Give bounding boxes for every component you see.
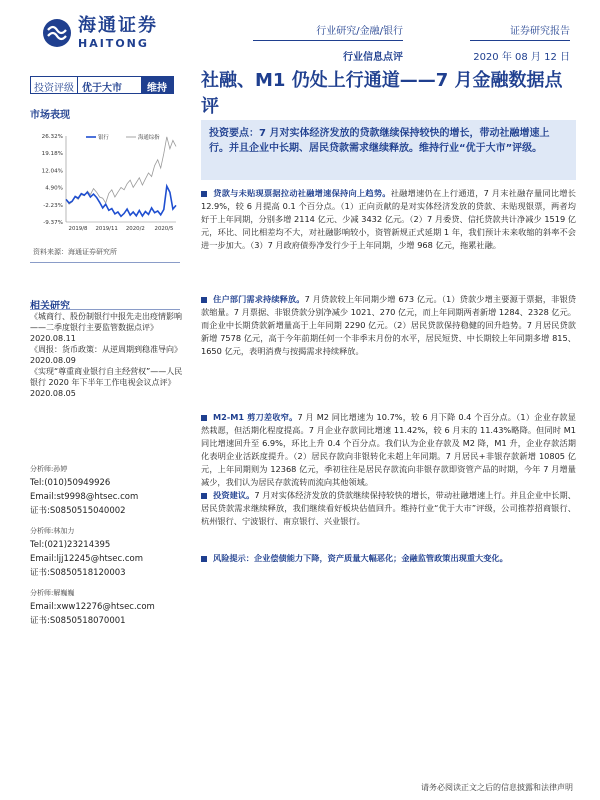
rating-value: 优于大市 [82, 83, 122, 94]
x-tick-label: 2020/5 [154, 226, 174, 232]
paragraph-body: 社融增速仍在上行通道，7 月末社融存量同比增长 12.9%，较 6 月提高 0.1 个百分点。（1）正向贡献的是对实体经济发放的贷款、未贴现银票，两者均好于上年同期，分别多增 2114 亿元、少减 3432 亿元。（2）7 月委贷、信托贷款共计净减少 1519 亿元，环比、同比相差均不大，对社融影响较小，资管新规正式延期 1 年，我们预计未来收缩的斜率不会进一步加大。（3）7 月政府债券净发行少于上年同期，少增 968 亿元，拖累社融。 [201, 188, 576, 250]
x-tick-label: 2020/2 [125, 226, 145, 232]
analyst-cert: 证书:S0850518120003 [30, 568, 126, 578]
paragraph-lead: 贷款与未贴现票据拉动社融增速保持向上趋势。 [213, 188, 391, 198]
analyst-tel: Tel:(010)50949926 [30, 478, 111, 488]
bullet-icon [201, 415, 207, 421]
research-label: 相关研究 [30, 301, 70, 312]
analyst-name: 分析师:林加力 [30, 527, 75, 535]
rating-action: 维持 [141, 77, 173, 93]
body-paragraph [201, 293, 576, 358]
x-tick-label: 2019/8 [68, 226, 88, 232]
legend-label: 银行 [98, 135, 109, 141]
market-label: 市场表现 [30, 110, 70, 121]
report-title: 社融、M1 仍处上行通道——7 月金融数据点评 [201, 70, 563, 117]
analyst-name: 分析师:解巍巍 [30, 589, 75, 597]
company-logo [42, 16, 158, 50]
bullet-icon [201, 297, 207, 303]
body-paragraph [201, 187, 576, 252]
paragraph-body: 7 月对实体经济发放的贷款继续保持较快的增长，带动社融增速上行。并且企业中长期、居民贷款需求继续释放，我们继续看好板块估值回升。维持行业“优于大市”评级，公司推荐招商银行、杭州银行、宁波银行、南京银行、兴业银行。 [201, 490, 576, 526]
analyst-tel: Tel:(021)23214395 [30, 540, 111, 550]
investment-rating [30, 76, 174, 94]
bullet-icon [201, 191, 207, 197]
header-category-block [253, 22, 403, 63]
header-category: 行业研究/金融/银行 [253, 22, 403, 41]
header-report-block [470, 22, 570, 63]
divider [30, 309, 180, 310]
legend-label: 海通综指 [138, 135, 160, 141]
rating-label: 投资评级 [31, 77, 78, 93]
brand-name-cn: 海通证券 [78, 15, 158, 36]
header-date: 2020 年 08 月 12 日 [473, 52, 570, 63]
analyst-card [30, 586, 180, 628]
analyst-email[interactable]: Email:st9998@htsec.com [30, 492, 139, 502]
analyst-cert: 证书:S0850518070001 [30, 616, 126, 626]
bullet-icon [201, 556, 207, 562]
divider [30, 262, 180, 263]
y-tick-label: 4.90% [45, 185, 63, 192]
paragraph-body: 7 月贷款较上年同期少增 673 亿元。（1）贷款少增主要源于票据，非银贷款缩量。7 月票据、非银贷款分别净减少 1021、270 亿元，而上年同期两者新增 1284、2328 亿元。而企业中长期贷款新增量高于上年同期 2290 亿元。（2）居民贷款保持稳健的回升趋势。7 月居民贷款新增 7578 亿元，高于今年前期任何一个非季末月份的水平，居民短贷、中长期较上年同期多增 815、1650 亿元，表明消费与按揭需求持续释放。 [201, 294, 576, 356]
body-paragraph [201, 489, 576, 528]
brand-name-en: HAITONG [78, 37, 149, 50]
chart-source: 资料来源：海通证券研究所 [33, 248, 117, 256]
risk-paragraph [201, 552, 576, 565]
paragraph-body: 7 月 M2 同比增速为 10.7%，较 6 月下降 0.4 个百分点。（1）企业存款显然栽愿，但活期化程度提高。7 月企业存款同比增速 11.42%，较 6 月末的 11.43%略降。但同时 M1 同比增速回升至 6.9%，环比上升 0.4 个百分点。我们认为企业存款及 M2 降，M1 升，企业存款活期化表明企业活跃度提升。（2）居民存款向非银转化未超上年同期。7 月居民+非银存款新增 10805 亿元，上年同期则为 12368 亿元，季初往往是居民存款流向非银存款即资管产品的时期，今年 7 月增量减少，我们认为居民存款流转而流向其他领域。 [201, 412, 576, 487]
research-item[interactable]: 《城商行、股份制银行中报先走出疫情影响——二季度银行主要监管数据点评》2020.08.11 [30, 312, 182, 343]
analyst-card [30, 524, 180, 580]
paragraph-lead: 住户部门需求持续释放。 [213, 294, 305, 304]
bullet-icon [201, 493, 207, 499]
y-tick-label: -2.23% [43, 202, 63, 209]
y-tick-label: -9.37% [43, 220, 63, 226]
disclaimer-footer: 请务必阅读正文之后的信息披露和法律声明 [421, 783, 573, 792]
paragraph-lead: M2-M1 剪刀差收窄。 [213, 412, 298, 422]
analyst-list [30, 462, 180, 628]
research-item[interactable]: 《周报：货币政策：从逆周期到稳准导向》2020.08.09 [30, 345, 182, 365]
risk-text: 风险提示：企业偿债能力下降，资产质量大幅恶化；金融监管政策出现重大变化。 [213, 553, 508, 563]
paragraph-lead: 投资建议。 [213, 490, 255, 500]
analyst-email[interactable]: Email:ljj12245@htsec.com [30, 554, 143, 564]
related-research-list [30, 311, 184, 399]
header-report-label: 证券研究报告 [470, 22, 570, 41]
market-performance-chart [30, 126, 180, 238]
haitong-logo-icon [42, 18, 72, 48]
x-tick-label: 2019/11 [95, 226, 118, 232]
y-tick-label: 12.04% [41, 168, 63, 175]
analyst-email[interactable]: Email:xww12276@htsec.com [30, 602, 155, 612]
y-tick-label: 26.32% [41, 134, 63, 140]
series-line-bank [66, 186, 176, 216]
research-item[interactable]: 《实现“尊重商业银行自主经营权”——人民银行 2020 年下半年工作电视会议点评》2020.08.05 [30, 367, 183, 398]
y-tick-label: 19.18% [41, 151, 63, 158]
investment-highlights: 投资要点：7 月对实体经济发放的贷款继续保持较快的增长，带动社融增速上行。并且企业中长期、居民贷款需求继续释放。维持行业“优于大市”评级。 [201, 120, 576, 180]
analyst-name: 分析师:孙婷 [30, 465, 68, 473]
body-paragraph [201, 411, 576, 489]
header-report-type: 行业信息点评 [343, 52, 403, 63]
analyst-card [30, 462, 180, 518]
analyst-cert: 证书:S0850515040002 [30, 506, 126, 516]
